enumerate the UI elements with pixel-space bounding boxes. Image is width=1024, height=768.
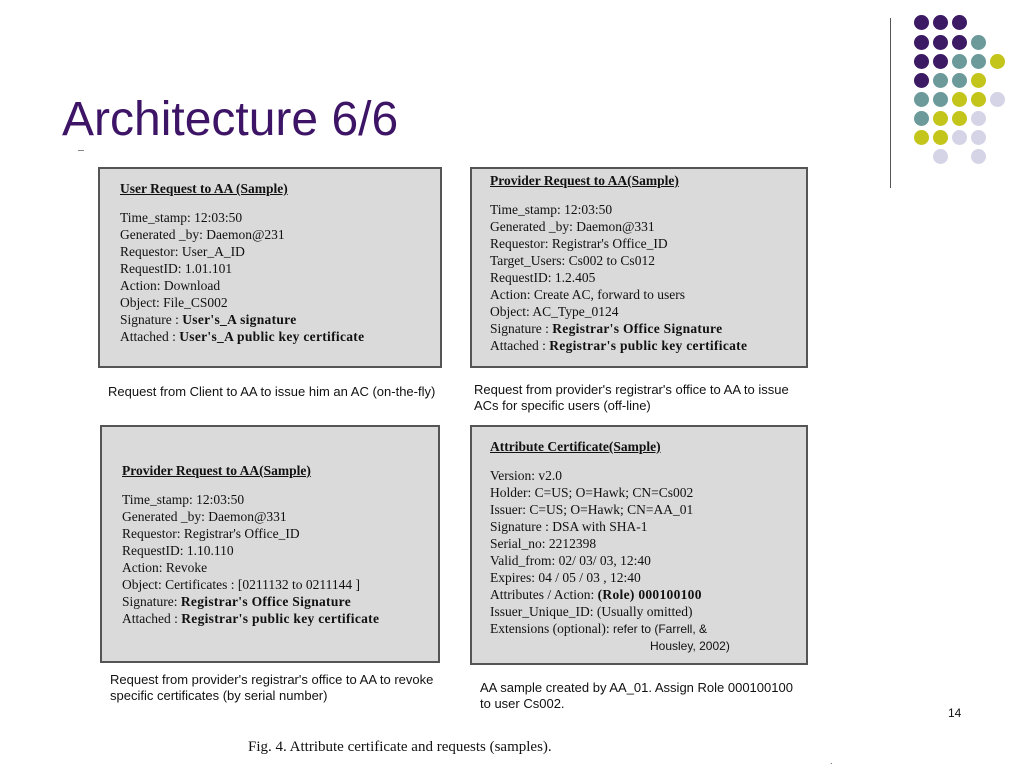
box-line: Requestor: User_A_ID [120,244,245,259]
slide-title: Architecture 6/6 [62,93,399,146]
dot [971,130,986,145]
box-line: Target_Users: Cs002 to Cs012 [490,253,655,268]
dot [952,15,967,30]
dot [933,130,948,145]
box-line: Object: Certificates : [0211132 to 0211144 ] [122,577,360,592]
box-line: Time_stamp: 12:03:50 [490,202,613,217]
box-line: Time_stamp: 12:03:50 [120,210,243,225]
box-line: Attached : Registrar's public key certificate [490,338,748,353]
dot [933,35,948,50]
box-line: Extensions (optional): refer to (Farrell, & [490,621,708,636]
attribute-certificate-box [470,425,808,665]
dot [933,149,948,164]
provider-issue-box [470,167,808,368]
box-line: Generated _by: Daemon@331 [122,509,287,524]
provider-issue-caption: Request from provider's registrar's office to AA to issue ACs for specific users (off-line) [474,382,789,413]
box-line: Attached : User's_A public key certificate [120,329,365,344]
dot [933,54,948,69]
dot [952,111,967,126]
figure-caption: Fig. 4. Attribute certificate and requests (samples). [248,739,552,755]
dot [933,73,948,88]
box-line: Object: File_CS002 [120,295,228,310]
box-line: Generated _by: Daemon@231 [120,227,285,242]
box-line: RequestID: 1.01.101 [120,261,233,276]
box-line: Serial_no: 2212398 [490,536,597,551]
user-request-box [98,167,442,368]
box-line: Requestor: Registrar's Office_ID [122,526,300,541]
dot [914,73,929,88]
box-line: Valid_from: 02/ 03/ 03, 12:40 [490,553,651,568]
dot [971,73,986,88]
dot [933,92,948,107]
box-line: Issuer_Unique_ID: (Usually omitted) [490,604,693,619]
box-line: Signature : User's_A signature [120,312,297,327]
box-line: Expires: 04 / 05 / 03 , 12:40 [490,570,641,585]
box-line: Object: AC_Type_0124 [490,304,619,319]
dot [952,130,967,145]
page-number: 14 [948,706,962,720]
box-line: Action: Create AC, forward to users [490,287,685,302]
box-line: RequestID: 1.2.405 [490,270,596,285]
scan-artifact: . [830,756,833,766]
box-heading: Provider Request to AA(Sample) [122,463,311,478]
provider-revoke-caption: Request from provider's registrar's office to AA to revoke specific certificates (by serial number) [110,672,434,703]
box-line: Signature : DSA with SHA-1 [490,519,648,534]
dot [952,92,967,107]
dot [952,73,967,88]
dot [971,92,986,107]
box-line: Version: v2.0 [490,468,562,483]
dot [914,111,929,126]
user-request-caption: Request from Client to AA to issue him an AC (on-the-fly) [108,384,436,399]
dot [914,92,929,107]
box-heading: Attribute Certificate(Sample) [490,439,661,454]
dot [990,92,1005,107]
box-line: RequestID: 1.10.110 [122,543,234,558]
box-line: Generated _by: Daemon@331 [490,219,655,234]
box-line: Attached : Registrar's public key certificate [122,611,380,626]
dot [933,15,948,30]
dot [914,54,929,69]
box-line: Time_stamp: 12:03:50 [122,492,245,507]
provider-revoke-box [100,425,440,663]
dot [971,35,986,50]
box-heading: User Request to AA (Sample) [120,181,288,196]
dot [914,15,929,30]
box-line: Action: Download [120,278,221,293]
divider-mark [78,150,84,151]
box-line: Action: Revoke [122,560,208,575]
dot [952,54,967,69]
attribute-certificate-caption: AA sample created by AA_01. Assign Role 000100100 to user Cs002. [480,680,793,711]
dot [914,35,929,50]
box-line: Signature : Registrar's Office Signature [490,321,723,336]
box-line: Housley, 2002) [650,639,730,653]
dot [933,111,948,126]
dot [952,35,967,50]
box-line: Attributes / Action: (Role) 000100100 [490,587,702,602]
box-line: Requestor: Registrar's Office_ID [490,236,668,251]
box-line: Holder: C=US; O=Hawk; CN=Cs002 [490,485,694,500]
box-line: Signature: Registrar's Office Signature [122,594,351,609]
dot [990,54,1005,69]
box-heading: Provider Request to AA(Sample) [490,173,679,188]
dot [971,54,986,69]
dot [914,130,929,145]
box-line: Issuer: C=US; O=Hawk; CN=AA_01 [490,502,694,517]
dot [971,149,986,164]
dot [971,111,986,126]
vertical-divider [890,18,891,188]
